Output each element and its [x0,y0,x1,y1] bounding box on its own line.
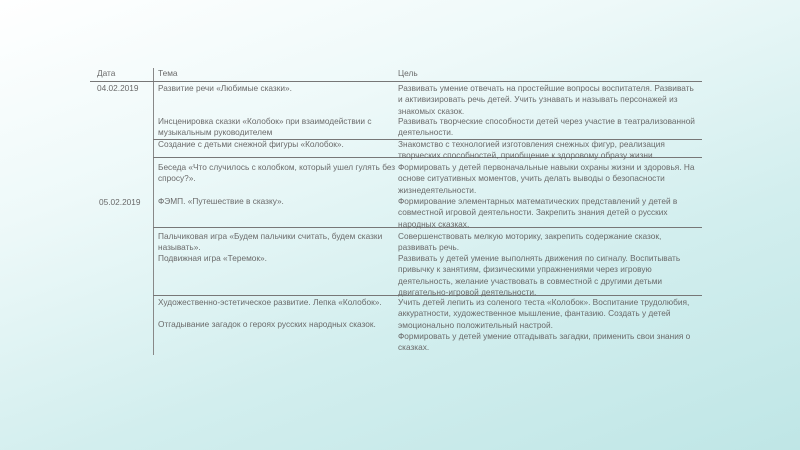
goal-cell: Развивать творческие способности детей через участие в театрализованной деятельности. [398,116,695,138]
header-theme: Тема [158,68,178,78]
theme-cell: Пальчиковая игра «Будем пальчики считать, будем сказки называть». [158,231,383,253]
column-divider [153,68,154,355]
goal-cell: Формировать у детей умение отгадывать загадки, применить свои знания о сказках. [398,331,691,353]
goal-cell: Развивать у детей умение выполнять движения по сигналу. Воспитывать привычку к занятиям, физическими упражнениями через игровую деятельность, желание участвовать в совместной с другими детьми двигательно-игровой деятельности. [398,253,681,297]
goal-cell: Знакомство с технологией изготовления снежных фигур, реализация творческих способностей, приобщение к здоровому образу жизни. [398,139,665,161]
theme-cell: Отгадывание загадок о героях русских народных сказок. [158,319,376,329]
theme-cell: Беседа «Что случилось с колобком, который ушел гулять без спросу?». [158,162,396,184]
goal-cell: Развивать умение отвечать на простейшие вопросы воспитателя. Развивать и активизировать речь детей. Учить узнавать и называть персонажей из знакомых сказок. [398,83,694,116]
header-goal: Цель [398,68,418,78]
goal-cell: Совершенствовать мелкую моторику, закрепить содержание сказок, развивать речь. [398,231,662,253]
theme-cell: Создание с детьми снежной фигуры «Колобок». [158,139,344,149]
theme-cell: Подвижная игра «Теремок». [158,253,267,263]
theme-cell: Инсценировка сказки «Колобок» при взаимодействии с музыкальным руководителем [158,116,372,138]
row-divider [90,81,702,82]
goal-cell: Учить детей лепить из соленого теста «Колобок». Воспитание трудолюбия, аккуратности, художественное мышление, фантазию. Создать у детей эмоционально положительный настрой. [398,297,690,330]
date-cell: 05.02.2019 [99,197,141,207]
theme-cell: Художественно-эстетическое развитие. Лепка «Колобок». [158,297,382,307]
goal-cell: Формирование элементарных математических представлений у детей в совместной игровой деятельности. Закрепить знания детей о русских народных сказках. [398,196,678,229]
header-date: Дата [97,68,116,78]
date-cell: 04.02.2019 [97,83,139,93]
goal-cell: Формировать у детей первоначальные навыки охраны жизни и здоровья. На основе ситуативных моментов, учить делать выводы о безопасности жизнедеятельности. [398,162,695,195]
theme-cell: ФЭМП. «Путешествие в сказку». [158,196,284,206]
theme-cell: Развитие речи «Любимые сказки». [158,83,292,93]
